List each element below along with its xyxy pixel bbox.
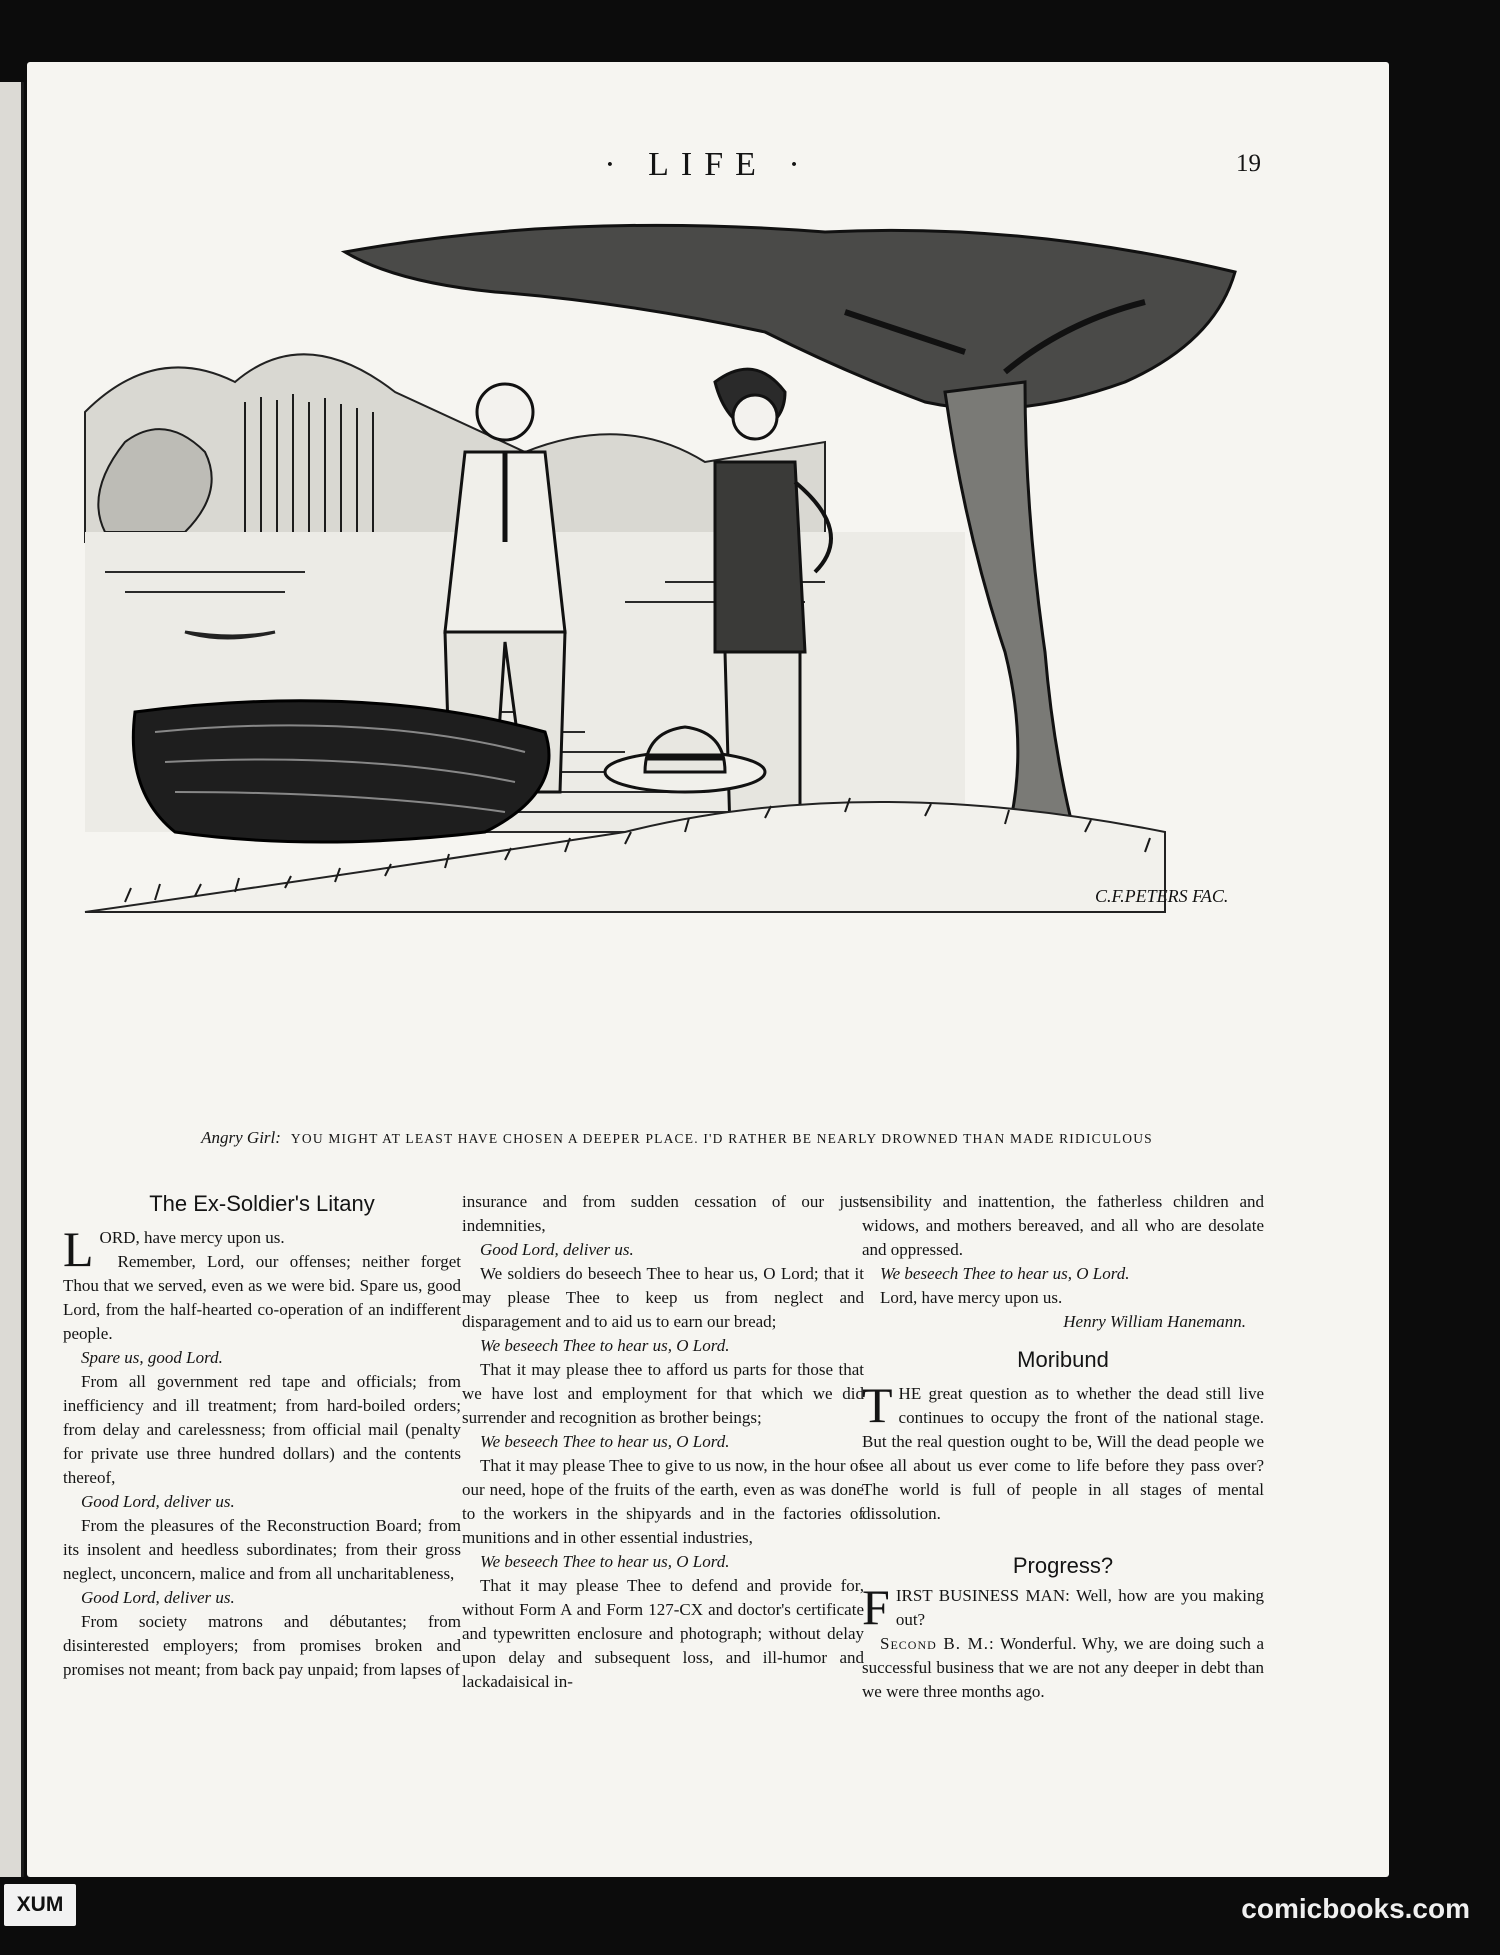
progress-line-2: Second B. M.: Wonderful. Why, we are doing such a successful business that we are not any deeper in debt than we were three months ago.: [862, 1634, 1264, 1701]
litany-paragraph-continued: sensibility and inattention, the fatherless children and widows, and mothers bereaved, and all who are desolate and oppressed.: [862, 1192, 1264, 1259]
litany-refrain: We beseech Thee to hear us, O Lord.: [880, 1264, 1130, 1283]
litany-author: Henry William Hanemann.: [1063, 1312, 1246, 1331]
litany-title: The Ex-Soldier's Litany: [149, 1191, 375, 1216]
progress-title: Progress?: [1012, 1553, 1114, 1578]
litany-paragraph: From the pleasures of the Reconstruction Board; from its insolent and heedless subordinates; from their gross neglect, unconcern, malice and from all uncharitableness,: [63, 1516, 461, 1583]
watermark: comicbooks.com: [1241, 1893, 1470, 1924]
cartoon-illustration: [65, 212, 1245, 1112]
page-number: 19: [1236, 150, 1261, 177]
magazine-page: [27, 62, 1389, 1877]
progress-speaker-2: Second B. M.:: [880, 1634, 995, 1653]
litany-refrain: We beseech Thee to hear us, O Lord.: [480, 1432, 730, 1451]
artist-signature: C.F.PETERS FAC.: [1095, 886, 1229, 906]
adjacent-page-edge: [0, 82, 24, 1877]
litany-dropcap: L: [63, 1221, 94, 1277]
overturned-canoe: [133, 701, 549, 842]
caption-speaker: Angry Girl:: [201, 1128, 281, 1147]
column-1: [63, 1190, 461, 1682]
litany-refrain: Spare us, good Lord.: [81, 1348, 223, 1367]
litany-paragraph: That it may please Thee to defend and provide for, without Form A and Form 127-CX and doctor's certificate and typewritten enclosure and photograph; without delay upon delay and subsequent loss, and ill-humor and lackadaisical in-: [462, 1576, 864, 1691]
progress-speaker-1: IRST BUSINESS MAN:: [895, 1586, 1070, 1605]
progress-dropcap: F: [862, 1579, 890, 1635]
litany-paragraph: Remember, Lord, our offenses; neither forget Thou that we served, even as we were bid. Spare us, good Lord, from the half-hearted co-operation of an indifferent people.: [63, 1252, 461, 1343]
litany-refrain: We beseech Thee to hear us, O Lord.: [480, 1552, 730, 1571]
litany-paragraph: From society matrons and débutantes; from disinterested employers; from promises broken and promises not meant; from back pay unpaid; from lapses of: [63, 1612, 461, 1679]
litany-opening: LORD, have mercy upon us.: [63, 1221, 285, 1277]
litany-closing: Lord, have mercy upon us.: [880, 1288, 1063, 1307]
moribund-text: THE great question as to whether the dead still live continues to occupy the front of the national stage. But the real question ought to be, Will the dead people we see all about us ever come to life before they pass over? The world is full of people in all stages of mental dissolution.: [862, 1377, 1264, 1523]
tree-trunk: [945, 382, 1085, 872]
moribund-dropcap: T: [862, 1377, 893, 1433]
scan-tag: XUM: [4, 1884, 76, 1926]
litany-refrain: Good Lord, deliver us.: [480, 1240, 634, 1259]
moribund-title: Moribund: [1017, 1347, 1109, 1372]
litany-paragraph: From all government red tape and officials; from inefficiency and ill treatment; from hard-boiled orders; from delay and carelessness; from official mail (penalty for private use three hundred dollars) and the contents thereof,: [63, 1372, 461, 1487]
litany-refrain: Good Lord, deliver us.: [81, 1492, 235, 1511]
litany-paragraph: That it may please Thee to give to us now, in the hour of our need, hope of the fruits of the earth, even as was done to the workers in the shipyards and in the factories of munitions and in other essential industries,: [462, 1456, 864, 1547]
litany-paragraph: We soldiers do beseech Thee to hear us, O Lord; that it may please Thee to keep us from neglect and disparagement and to aid us to earn our bread;: [462, 1264, 864, 1331]
running-head: · LIFE ·: [604, 146, 812, 183]
column-3: [862, 1190, 1264, 1704]
illustration-caption: [177, 1128, 1177, 1148]
litany-refrain: Good Lord, deliver us.: [81, 1588, 235, 1607]
progress-line-1: FIRST BUSINESS MAN: Well, how are you making out?: [862, 1579, 1264, 1635]
litany-paragraph: That it may please thee to afford us parts for those that we have lost and employment for that which we did surrender and recognition as brother beings;: [462, 1360, 864, 1427]
caption-text: YOU MIGHT AT LEAST HAVE CHOSEN A DEEPER PLACE. I'D RATHER BE NEARLY DROWNED THAN MADE RIDICULOUS: [290, 1131, 1153, 1146]
pen-drawing: [65, 212, 1245, 1112]
litany-refrain: We beseech Thee to hear us, O Lord.: [480, 1336, 730, 1355]
litany-paragraph-continued: insurance and from sudden cessation of our just indemnities,: [462, 1192, 864, 1235]
column-2: [462, 1190, 864, 1694]
